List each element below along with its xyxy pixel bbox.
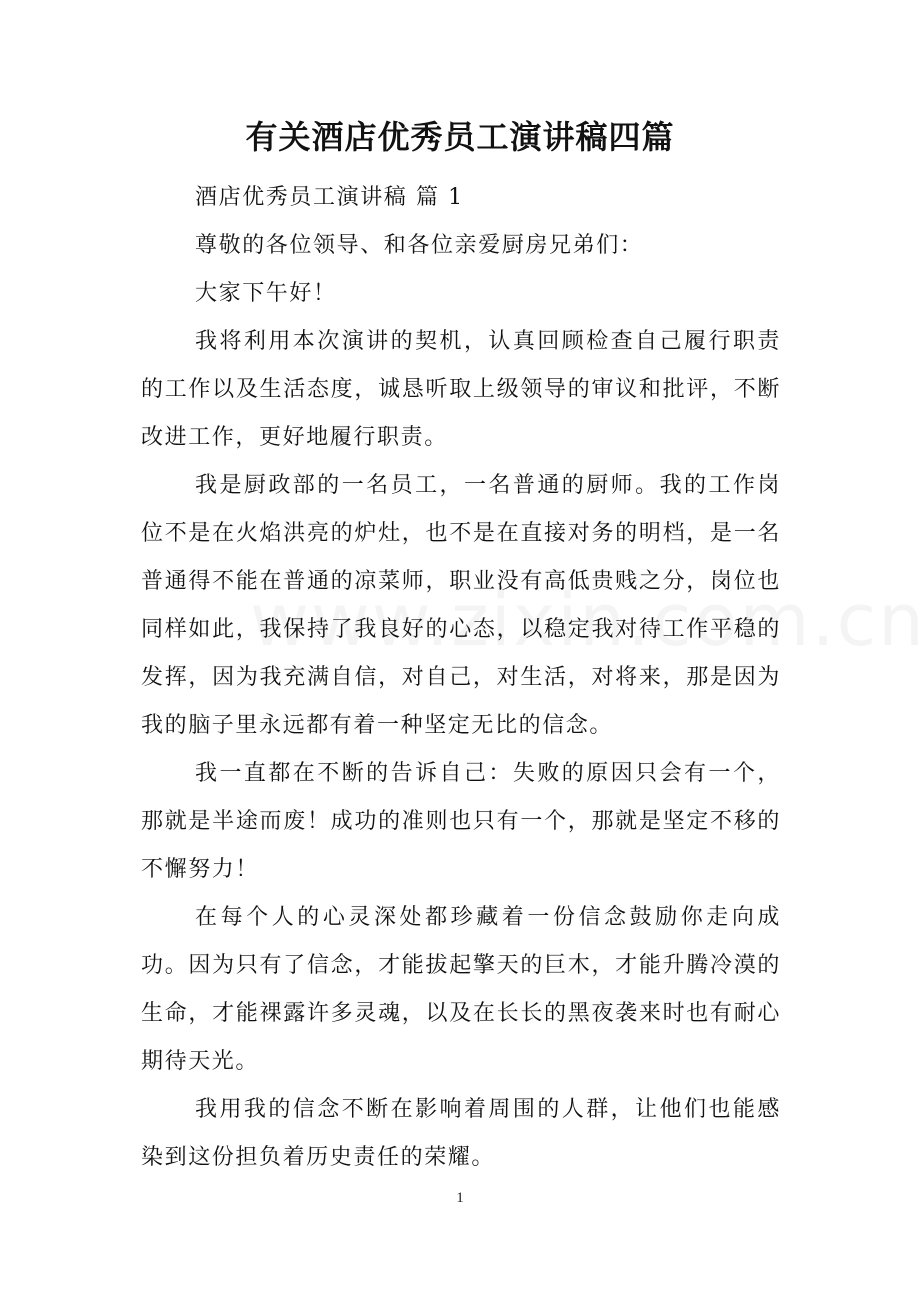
paragraph: 我将利用本次演讲的契机，认真回顾检查自己履行职责的工作以及生活态度，诚恳听取上级领导的审议和批评，不断改进工作，更好地履行职责。 (141, 329, 781, 450)
salutation: 尊敬的各位领导、和各位亲爱厨房兄弟们： (195, 233, 644, 258)
paragraph: 我用我的信念不断在影响着周围的人群，让他们也能感染到这份担负着历史责任的荣耀。 (141, 1097, 781, 1170)
paragraph: 我一直都在不断的告诉自己：失败的原因只会有一个，那就是半途而废！成功的准则也只有一个，那就是坚定不移的不懈努力！ (141, 761, 781, 882)
section-heading: 酒店优秀员工演讲稿 篇 1 (195, 185, 464, 210)
document-body (141, 174, 781, 1182)
paragraph: 我是厨政部的一名员工，一名普通的厨师。我的工作岗位不是在火焰洪亮的炉灶，也不是在直接对务的明档，是一名普通得不能在普通的凉菜师，职业没有高低贵贱之分，岗位也同样如此，我保持了我良好的心态，以稳定我对待工作平稳的发挥，因为我充满自信，对自己，对生活，对将来，那是因为我的脑子里永远都有着一种坚定无比的信念。 (141, 473, 781, 738)
page-number: 1 (456, 1190, 464, 1206)
document-title: 有关酒店优秀员工演讲稿四篇 (245, 118, 675, 156)
greeting: 大家下午好！ (195, 281, 337, 306)
paragraph: 在每个人的心灵深处都珍藏着一份信念鼓励你走向成功。因为只有了信念，才能拔起擎天的巨木，才能升腾冷漠的生命，才能裸露许多灵魂，以及在长长的黑夜袭来时也有耐心期待天光。 (141, 905, 781, 1074)
